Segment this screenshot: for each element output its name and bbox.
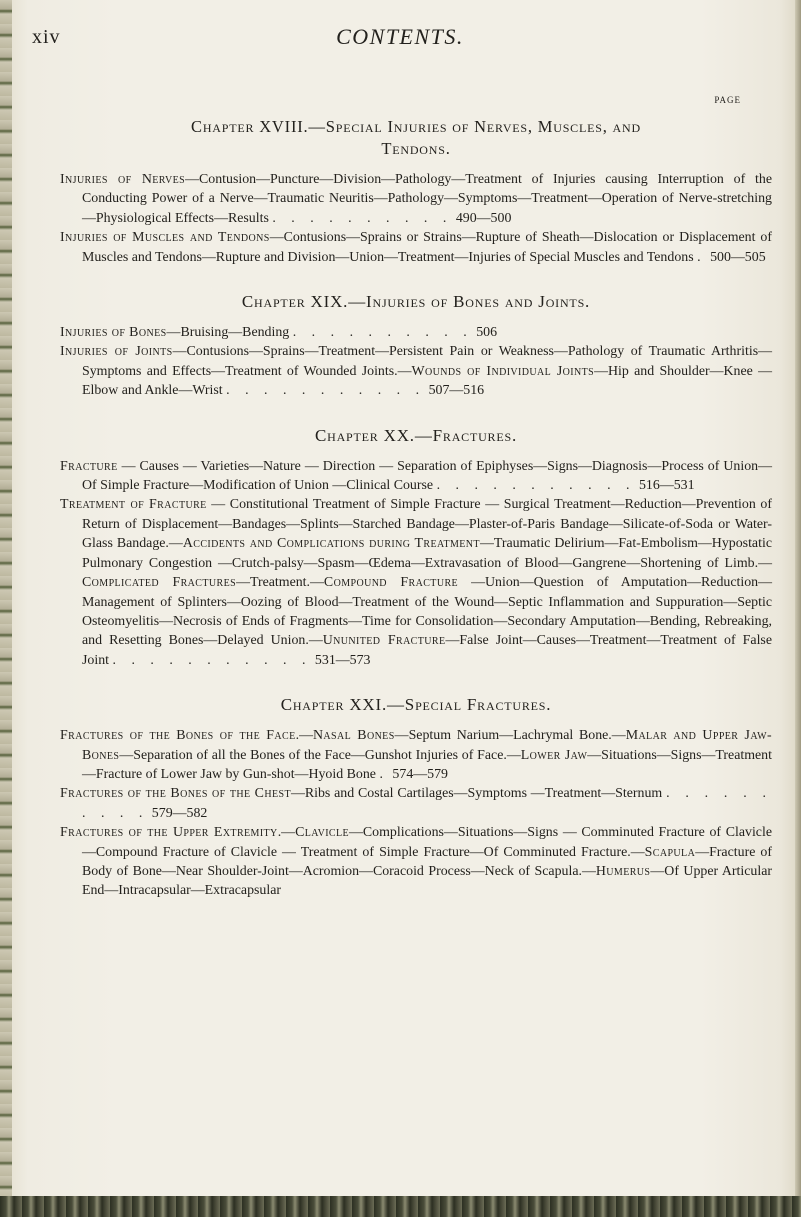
contents-entry (60, 784, 772, 823)
entry-text: — Causes — Varieties—Nature — Direction — Separation of Epiphyses—Signs—Diagnosis—Process of Union—Of Simple Fracture—Modification of Union —Clinical Course (82, 458, 772, 494)
contents-body (60, 116, 772, 901)
leader-dots: . . . . . . . . . . (292, 325, 473, 341)
chapter-heading-line: Chapter XX.—Fractures. (314, 425, 518, 445)
page-range: 507—516 (428, 383, 485, 399)
entry-text: —Hip and Shoulder—Knee —Elbow and Ankle—Wrist (82, 363, 772, 399)
entry-lead: Complicated Fractures (82, 575, 237, 591)
entry-text: .— (295, 728, 313, 744)
leader-dots: . (379, 766, 389, 782)
contents-entry (60, 726, 772, 784)
entry-text: — Constitutional Treatment of Simple Fracture — Surgical Treatment—Reduction—Prevention of Return of Displacement—Bandages—Splints—Starched Bandage—Plaster-of-Paris Bandage—Silicate-of-Soda or Water-Glass Bandage.— (82, 497, 772, 552)
entry-text: —Contusion—Puncture—Division—Pathology—Treatment of Injuries causing Interruption of the Conducting Power of a Nerve—Traumatic Neuritis—Pathology—Symptoms—Treatment—Operation of Nerve-stretching—Physiological Effects—Results (82, 172, 772, 226)
contents-entry (60, 228, 772, 267)
entry-lead: Fractures of the Bones of the Chest (60, 786, 291, 802)
chapter-section (60, 116, 772, 267)
chapter-heading-line: Chapter XVIII.—Special Injuries of Nerves, Muscles, and (191, 117, 641, 136)
page-range: 531—573 (314, 652, 371, 668)
entry-text: —Of Upper Articular End—Intracapsular—Extracapsular (82, 863, 772, 899)
page-range: 490—500 (455, 210, 512, 226)
leader-dots: . . . . . . . . . . (82, 786, 772, 821)
entry-text: —False Joint—Causes—Treatment—Treatment of False Joint (82, 633, 772, 668)
entry-lead: Treatment of Fracture (60, 497, 207, 513)
contents-entry (60, 342, 772, 400)
running-title: CONTENTS. (336, 24, 464, 49)
entry-lead: Injuries of Muscles and Tendons (60, 230, 270, 246)
page-range: 500—505 (710, 249, 766, 265)
entry-text: —Complications—Situations—Signs — Comminuted Fracture of Clavicle—Compound Fracture of Clavicle — Treatment of Simple Fracture—Of Comminuted Fracture.— (82, 825, 772, 860)
chapter-heading (60, 425, 772, 447)
entry-text: —Septum Narium—Lachrymal Bone.— (394, 728, 626, 744)
page-column-label: PAGE (714, 95, 741, 105)
entry-lead: Fracture (60, 458, 118, 474)
leader-dots: . (697, 249, 707, 265)
entry-lead: Ununited Fracture (322, 633, 446, 649)
entry-text: —Treatment.— (236, 575, 324, 591)
page-range: 579—582 (151, 805, 208, 821)
chapter-heading (60, 116, 772, 160)
leader-dots: . . . . . . . . . . . (226, 383, 426, 399)
entry-text: —Fracture of Body of Bone—Near Shoulder-Joint—Acromion—Coracoid Process—Neck of Scapula.— (82, 844, 772, 879)
entry-lead: Scapula (644, 844, 696, 860)
entry-text: .— (277, 825, 296, 841)
contents-entry (60, 170, 772, 228)
page-range: 506 (476, 325, 498, 341)
leader-dots: . . . . . . . . . . (272, 210, 453, 226)
entry-text: —Ribs and Costal Cartilages—Symptoms —Treatment—Sternum (290, 786, 663, 802)
entry-lead: Fractures of the Upper Extremity (60, 825, 278, 841)
contents-entry (60, 457, 772, 496)
entry-text: —Situations—Signs—Treatment—Fracture of Lower Jaw by Gun-shot—Hyoid Bone (82, 747, 772, 782)
entry-lead: Injuries of Joints (60, 344, 173, 360)
page-range: 574—579 (392, 766, 448, 782)
entry-lead: Fractures of the Bones of the Face (60, 728, 296, 744)
entry-lead: Compound Fracture (323, 575, 459, 591)
leader-dots: . . . . . . . . . . . (112, 652, 312, 668)
chapter-heading-line: Chapter XIX.—Injuries of Bones and Joints. (241, 292, 591, 312)
entry-lead: Humerus (595, 863, 651, 879)
entry-lead: Lower Jaw (520, 747, 588, 763)
entry-lead: Accidents and Complications during Treatment (182, 536, 480, 552)
entry-lead: Wounds of Individual Joints (411, 363, 595, 379)
page-bottom-edge (0, 1196, 801, 1217)
chapter-heading-line: Tendons. (381, 139, 451, 158)
entry-text: —Bruising—Bending (166, 325, 290, 341)
entry-lead: Clavicle (295, 825, 350, 841)
chapter-section (60, 425, 772, 670)
entry-lead: Injuries of Bones (60, 325, 167, 341)
running-head (30, 22, 770, 52)
page-right-edge (795, 0, 801, 1196)
entry-lead: Nasal Bones (312, 728, 395, 744)
leader-dots: . . . . . . . . . . . (436, 478, 636, 494)
entry-text: —Contusions—Sprains—Treatment—Persistent Pain or Weakness—Pathology of Traumatic Arthritis—Symptoms and Effects—Treatment of Wounded Joints.— (82, 344, 772, 379)
chapter-section (60, 694, 772, 901)
entry-text: —Separation of all the Bones of the Face—Gunshot Injuries of Face.— (119, 747, 521, 763)
page-binding-edge (0, 0, 12, 1217)
entry-text: —Union—Question of Amputation—Reduction—Management of Splinters—Oozing of Blood—Treatment of the Wound—Septic Inflammation and Suppuration—Septic Osteomyelitis—Necrosis of Ends of Fragments—Time for Consolidation—Secondary Amputation—Bending, Rebreaking, and Resetting Bones—Delayed Union.— (82, 575, 773, 649)
contents-entry (60, 495, 772, 670)
chapter-heading-line: Chapter XXI.—Special Fractures. (280, 695, 552, 715)
contents-entry (60, 823, 772, 901)
entry-lead: Injuries of Nerves (60, 172, 186, 187)
page-range: 516—531 (638, 478, 695, 494)
entry-text: —Contusions—Sprains or Strains—Rupture of Sheath—Dislocation or Displacement of Muscles and Tendons—Rupture and Division—Union—Treatment—Injuries of Special Muscles and Tendons (82, 230, 772, 265)
page-number: xiv (32, 26, 61, 48)
entry-text: —Traumatic Delirium—Fat-Embolism—Hypostatic Pulmonary Congestion —Crutch-palsy—Spasm—Œdema—Extravasation of Blood—Gangrene—Shortening of Limb.— (82, 536, 772, 571)
entry-lead: Malar and Upper Jaw-Bones (82, 728, 772, 763)
chapter-heading (60, 694, 772, 716)
contents-entry (60, 323, 772, 342)
chapter-heading (60, 291, 772, 313)
chapter-section (60, 291, 772, 401)
